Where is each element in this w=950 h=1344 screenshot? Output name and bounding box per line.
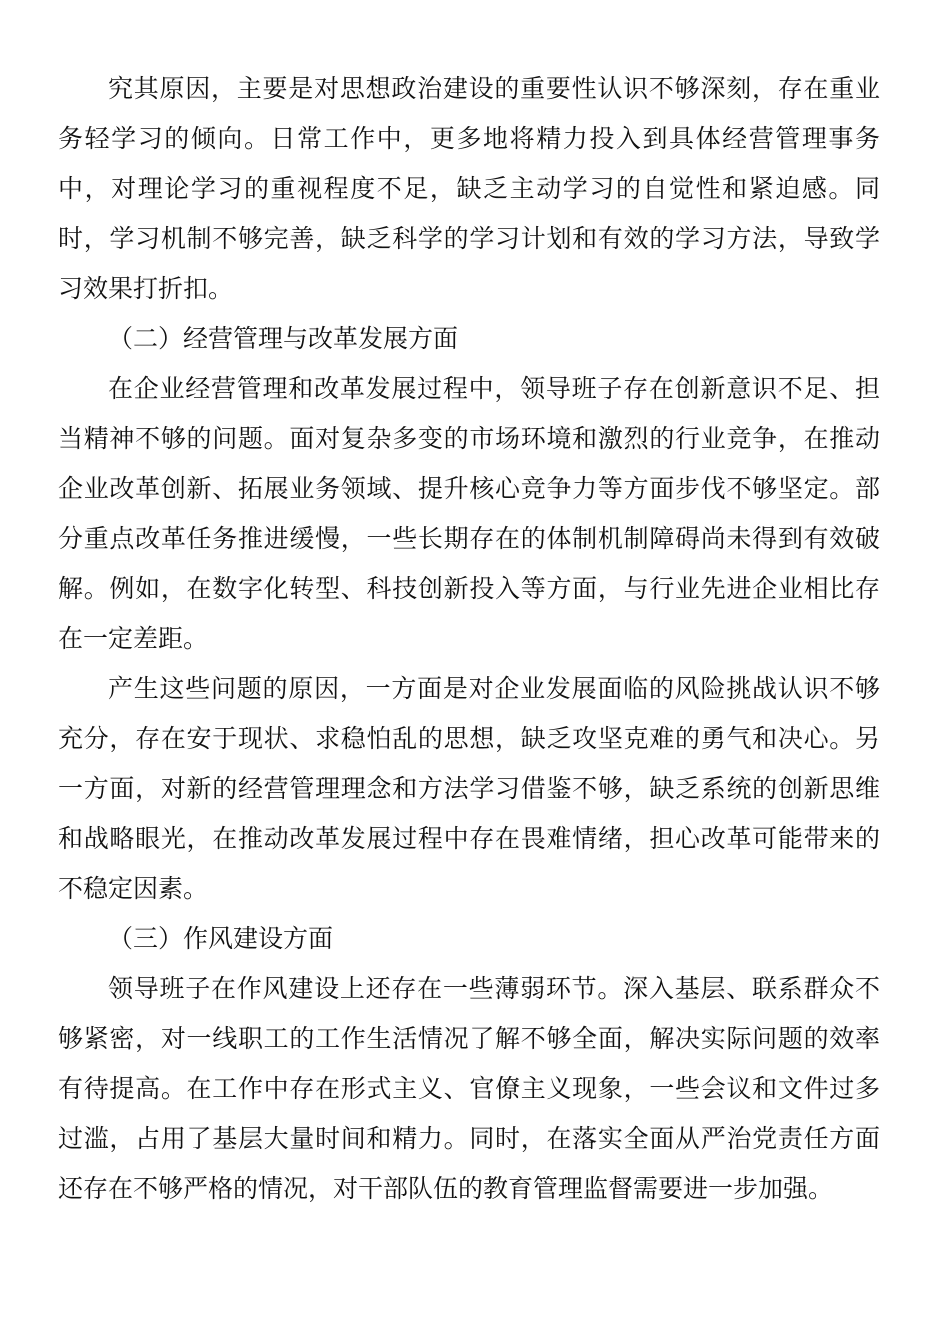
paragraph-work-style-issues: 领导班子在作风建设上还存在一些薄弱环节。深入基层、联系群众不够紧密，对一线职工的工作生活情况了解不够全面，解决实际问题的效率有待提高。在工作中存在形式主义、官僚主义现象，一些会议和文件过多过滥，占用了基层大量时间和精力。同时，在落实全面从严治党责任方面还存在不够严格的情况，对干部队伍的教育管理监督需要进一步加强。: [58, 974, 880, 1203]
section-heading-work-style: （三）作风建设方面: [108, 924, 334, 953]
section-heading-management-reform: （二）经营管理与改革发展方面: [108, 324, 459, 353]
document-page: [58, 64, 880, 1214]
paragraph-management-reform-issues: 在企业经营管理和改革发展过程中，领导班子存在创新意识不足、担当精神不够的问题。面对复杂多变的市场环境和激烈的行业竞争，在推动企业改革创新、拓展业务领域、提升核心竞争力等方面步伐不够坚定。部分重点改革任务推进缓慢，一些长期存在的体制机制障碍尚未得到有效破解。例如，在数字化转型、科技创新投入等方面，与行业先进企业相比存在一定差距。: [58, 374, 880, 653]
paragraph-management-reform-causes: 产生这些问题的原因，一方面是对企业发展面临的风险挑战认识不够充分，存在安于现状、求稳怕乱的思想，缺乏攻坚克难的勇气和决心。另一方面，对新的经营管理理念和方法学习借鉴不够，缺乏系统的创新思维和战略眼光，在推动改革发展过程中存在畏难情绪，担心改革可能带来的不稳定因素。: [58, 674, 880, 903]
paragraph-cause-analysis: 究其原因，主要是对思想政治建设的重要性认识不够深刻，存在重业务轻学习的倾向。日常工作中，更多地将精力投入到具体经营管理事务中，对理论学习的重视程度不足，缺乏主动学习的自觉性和紧迫感。同时，学习机制不够完善，缺乏科学的学习计划和有效的学习方法，导致学习效果打折扣。: [58, 74, 880, 303]
